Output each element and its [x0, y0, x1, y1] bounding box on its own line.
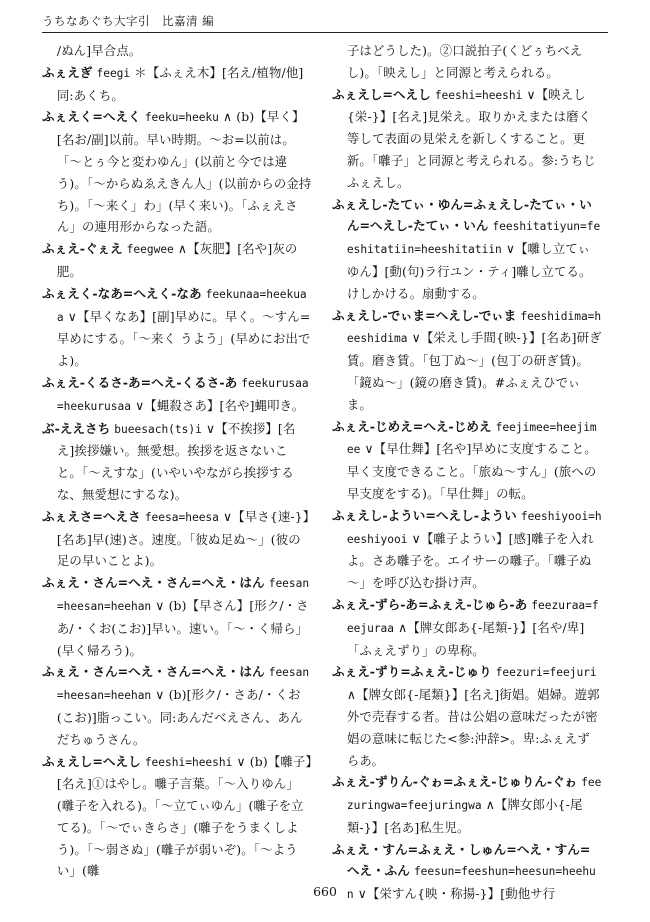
entry-definition: ＊【ふぇえ木】[名え/植物/他]同:あくち。 [56, 64, 304, 103]
entry-headword: ふぇえ-ずり=ふぇえ-じゅり [332, 664, 492, 680]
left-column [42, 40, 312, 879]
entry-headword: ふぇえく-なあ=へえく-なあ [42, 285, 202, 301]
dictionary-entry [42, 283, 312, 372]
entry-definition: ∨【囃子ようい】[感]囃子を入れよ。さあ囃子を。エイサーの囃子。「囃子ぬ～」を呼び込む掛け声。 [346, 530, 594, 591]
entry-headword: ふぇえぎ [42, 64, 93, 80]
dictionary-entry [42, 106, 312, 238]
entry-definition: ∨【不挨拶】[名え]挨拶嫌い。無愛想。挨拶を返さないこと。「～えすな」(いやいやながら挨拶するな、無愛想にするな)。 [56, 420, 296, 502]
entry-romanization: feesa=heesa [144, 510, 219, 524]
entry-definition: ∧ (b)【早く】[名お/副]以前。早い時期。～お=以前は。「～とぅ今と変わゆん」(以前と今では違う)。「～からぬゑえきん人」(以前からの金持ち)。「～来く」わ」(早く来い)。「ふぇえさん」の連用形からなった語。 [56, 109, 312, 235]
entry-headword: ふぇえく=へえく [42, 109, 141, 125]
dictionary-entry [332, 661, 602, 771]
dictionary-entry [332, 40, 602, 84]
entry-definition: ∧【牌女郎{-尾類}】[名え]街娼。娼婦。遊郭外で売春する者。昔は公娼の意味だったが密娼の意味に転じた<参:沖辞>。卑:ふぇえずらあ。 [346, 687, 600, 768]
dictionary-entry [42, 40, 312, 62]
entry-definition: ∨【囃し立てぃゆん】[動(句)ラ行ユン・ティ]囃し立てる。けしかける。扇動する。 [346, 241, 592, 301]
entry-romanization: feekunaa=heekuaa [56, 287, 307, 324]
dictionary-entry [42, 751, 312, 883]
dictionary-entry [42, 661, 312, 750]
entry-romanization: feesan=heesan=heehan [56, 666, 310, 703]
entry-romanization: feegi [96, 66, 131, 80]
entry-romanization: feeku=heeku [144, 111, 219, 125]
dictionary-entry [332, 771, 602, 838]
dictionary-entry [332, 416, 602, 505]
entry-headword: ふぇえし-たてぃ・ゆん=ふぇえし-たてぃ・いん=へえし-たてぃ・いん [332, 196, 592, 234]
dictionary-entry [42, 418, 312, 506]
entry-romanization: feeshi=heeshi [144, 755, 233, 769]
right-column [332, 40, 602, 902]
dictionary-entry [42, 62, 312, 107]
entry-romanization: feezuri=feejuri [495, 666, 597, 680]
entry-romanization: feeshidima=heeshidima [346, 309, 602, 346]
dictionary-entry [42, 506, 312, 572]
dictionary-entry [332, 84, 602, 194]
entry-definition: ∧【牌女郎小{-尾類-}】[名あ]私生児。 [346, 797, 583, 835]
entry-headword: ふぇえ-ぐぇえ [42, 241, 123, 257]
dictionary-entry [332, 505, 602, 594]
entry-definition: ∨【栄すん{映・称揚-}】[動他サ行 [357, 886, 556, 902]
dictionary-entry [332, 594, 602, 661]
entry-headword: ふぇえし=へえし [42, 753, 141, 769]
entry-romanization: feeshi=heeshi [434, 88, 523, 102]
entry-headword: ふぇえ-ずら-あ=ふぇえ-じゅら-あ [332, 596, 528, 612]
entry-headword: ふぇえ・すん=ふぇえ・しゅん=へえ・すん=へえ・ふん [332, 841, 591, 879]
entry-definition: ∨【早仕舞】[名や]早めに支度すること。早く支度できること。「旅ぬ～すん」(旅への早支度をする)。「早仕舞」の転。 [346, 441, 597, 501]
entry-romanization: feeshitatiyun=feeshitatiin=heeshitatiin [346, 220, 601, 257]
entry-definition: ∨【栄えし手間{映-}】[名あ]研ぎ賃。磨き賃。「包丁ぬ～」(包丁の研ぎ賃)。「鏡ぬ～」(鏡の磨き賃)。#ふぇえひでぃま。 [346, 330, 602, 412]
entry-definition: ∧【灰肥】[名や]灰の肥。 [56, 241, 298, 279]
entry-definition: ∨【映えし{栄-}】[名え]見栄え。取りかえまたは磨く等して表面の見栄えを新しくすること。更新。「囃子」と同源と考えられる。参:うちじふぇえし。 [346, 86, 596, 190]
entry-romanization: feezuringwa=feejuringwa [346, 776, 602, 813]
entry-romanization: feegwee [126, 243, 174, 257]
dictionary-entry [332, 194, 602, 305]
entry-headword: ふぇえし-でぃま=へえし-でぃま [332, 307, 517, 323]
entry-romanization: feesun=feeshun=heesun=heehun [346, 865, 596, 902]
entry-definition: ∨【蝿殺さあ】[名や]蝿叩き。 [135, 397, 305, 413]
entry-definition: ∨【早さ{速-}】[名あ]早(速)さ。速度。「彼ぬ足ぬ～」(彼の足の早いことよ)。 [56, 508, 310, 569]
entry-definition: ∨ (b)【囃子】[名え]①はやし。囃子言葉。「～入りゆん」(囃子を入れる)。「～立てぃゆん」(囃子を立てる)。「～でぃきらさ」(囃子をうまくしよう)。「～弱さぬ」(囃子が弱いぞ)。「～ようい」(囃 [56, 753, 312, 879]
entry-romanization: feezuraa=feejuraa [346, 598, 599, 635]
entry-headword: ふぇえ・さん=へえ・さん=へえ・はん [42, 664, 265, 680]
entry-definition: /ぬん]早合点。 [56, 43, 142, 58]
entry-definition: ∧【牌女郎あ{-尾類-}】[名や/卑]「ふぇえずり」の卑称。 [346, 619, 585, 658]
running-header: うちなあぐち大字引 比嘉清 編 [42, 10, 608, 33]
dictionary-entry [42, 238, 312, 283]
entry-headword: ふぇえさ=へえさ [42, 508, 141, 524]
entry-definition: ∨【早くなあ】[副]早めに。早く。～すん=早めにする。「～来く うよう」(早めにお出でよ)。 [56, 308, 311, 369]
entry-headword: ふぇえ-ずりん-ぐゎ=ふぇえ-じゅりん-ぐゎ [332, 774, 578, 790]
dictionary-entry [42, 572, 312, 661]
entry-romanization: feesan=heesan=heehan [56, 577, 310, 613]
dictionary-entry [42, 372, 312, 418]
entry-headword: ぶ-ええさち [42, 420, 111, 436]
entry-definition: 子はどうした)。②口説拍子(くどぅちべえし)。「映えし」と同源と考えられる。 [346, 43, 583, 80]
entry-romanization: feejimee=heejimee [346, 420, 597, 457]
entry-headword: ふぇえし=へえし [332, 86, 431, 102]
entry-headword: ふぇえ-じめえ=へえ-じめえ [332, 418, 492, 434]
entry-headword: ふぇえし-ようい=へえし-ようい [332, 507, 517, 523]
entry-romanization: feeshiyooi=heeshiyooi [346, 509, 602, 546]
entry-definition: ∨ (b)【早さん】[形ク/・さあ/・くお(こお)]早い。速い。「～・く帰ら」(早く帰ろう)。 [56, 597, 309, 658]
entry-headword: ふぇえ-くるさ-あ=へえ-くるさ-あ [42, 374, 238, 390]
entry-headword: ふぇえ・さん=へえ・さん=へえ・はん [42, 575, 265, 591]
page-number: 660 [313, 884, 337, 899]
entry-romanization: bueesach(ts)i [114, 422, 202, 436]
entry-romanization: feekurusaa=heekurusaa [56, 376, 309, 413]
entry-definition: ∨ (b)[形ク/・さあ/・くお(こお)]脂っこい。同:あんだべえさん、あんだちゅうさん。 [56, 687, 303, 747]
dictionary-entry [332, 305, 602, 416]
